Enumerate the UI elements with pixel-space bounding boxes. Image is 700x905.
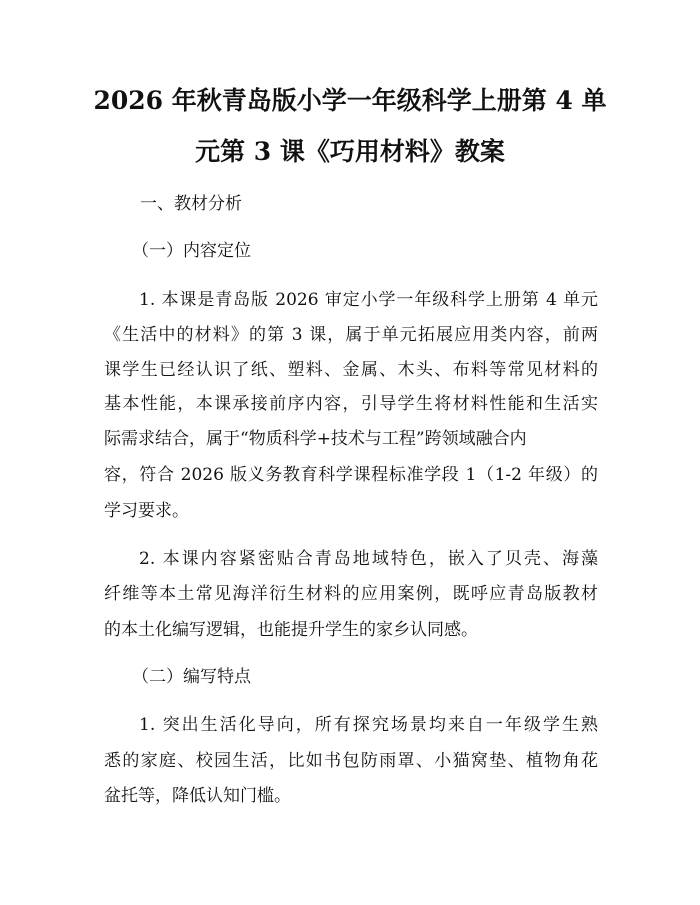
paragraph-line: 1. 突出生活化导向，所有探究场景均来自一年级学生熟 (139, 715, 598, 735)
paragraph-line: 的本土化编写逻辑，也能提升学生的家乡认同感。 (104, 620, 478, 640)
paragraph-line: 1. 本课是青岛版 2026 审定小学一年级科学上册第 4 单元 (139, 290, 598, 310)
section-heading: 一、教材分析 (140, 194, 242, 214)
subsection-heading: （一）内容定位 (132, 241, 251, 261)
paragraph-line: 纤维等本土常见海洋衍生材料的应用案例，既呼应青岛版教材 (104, 584, 598, 604)
paragraph-line: 学习要求。 (104, 501, 189, 521)
paragraph-line: 课学生已经认识了纸、塑料、金属、木头、布料等常见材料的 (104, 360, 598, 380)
paragraph-line: 2. 本课内容紧密贴合青岛地域特色，嵌入了贝壳、海藻 (139, 549, 598, 569)
paragraph-line: 基本性能，本课承接前序内容，引导学生将材料性能和生活实 (104, 394, 598, 414)
document-title-line-2: 元第 3 课《巧用材料》教案 (195, 137, 505, 166)
subsection-heading: （二）编写特点 (132, 667, 251, 687)
document-title-line-1: 2026 年秋青岛版小学一年级科学上册第 4 单 (93, 86, 607, 115)
paragraph-line: 际需求结合，属于“物质科学+技术与工程”跨领域融合内 (104, 429, 527, 449)
paragraph-line: 容，符合 2026 版义务教育科学课程标准学段 1（1-2 年级）的 (104, 465, 598, 485)
paragraph-line: 《生活中的材料》的第 3 课，属于单元拓展应用类内容，前两 (104, 325, 598, 345)
paragraph-line: 盆托等，降低认知门槛。 (104, 786, 291, 806)
paragraph-line: 悉的家庭、校园生活，比如书包防雨罩、小猫窝垫、植物角花 (104, 751, 598, 771)
